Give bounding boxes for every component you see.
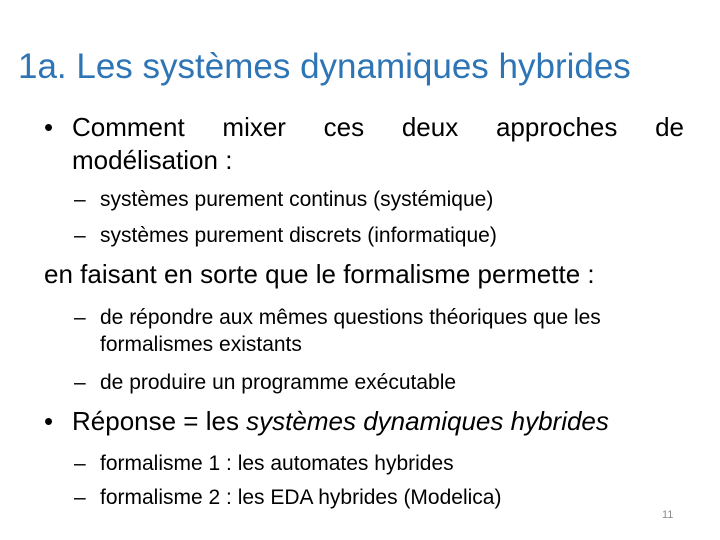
bullet-marker: • (44, 406, 54, 436)
bullet-text: Comment mixer ces deux approches de modélisation : (72, 112, 684, 175)
sub-item-program (74, 369, 694, 396)
sub-item-text: systèmes purement continus (systémique) (100, 188, 494, 211)
sub-item-questions (74, 304, 694, 358)
dash-marker: – (74, 224, 86, 247)
sub-item-continuous (74, 186, 694, 213)
dash-marker: – (74, 371, 86, 394)
bullet-marker: • (44, 112, 54, 142)
page-number: 11 (662, 509, 674, 521)
sub-item-text: de répondre aux mêmes questions théoriques que les formalismes existants (100, 306, 601, 356)
answer-prefix: Réponse = les (72, 406, 247, 436)
sub-item-discrete (74, 222, 694, 249)
sub-item-text: systèmes purement discrets (informatique) (100, 224, 497, 247)
slide-title: 1a. Les systèmes dynamiques hybrides (18, 47, 631, 86)
sub-item-text: de produire un programme exécutable (100, 371, 457, 394)
dash-marker: – (74, 188, 86, 211)
sub-item-formalism-2 (74, 484, 694, 511)
sub-item-text: formalisme 1 : les automates hybrides (100, 452, 454, 475)
dash-marker: – (74, 486, 86, 509)
sub-item-text: formalisme 2 : les EDA hybrides (Modelica) (100, 486, 502, 509)
dash-marker: – (74, 452, 86, 475)
plain-paragraph: en faisant en sorte que le formalisme permette : (44, 259, 595, 289)
sub-item-formalism-1 (74, 450, 694, 477)
bullet-item-answer (44, 405, 684, 438)
bullet-text (44, 405, 684, 438)
bullet-item-approaches (44, 111, 684, 177)
dash-marker: – (74, 306, 86, 329)
answer-emphasis: systèmes dynamiques hybrides (246, 406, 609, 436)
